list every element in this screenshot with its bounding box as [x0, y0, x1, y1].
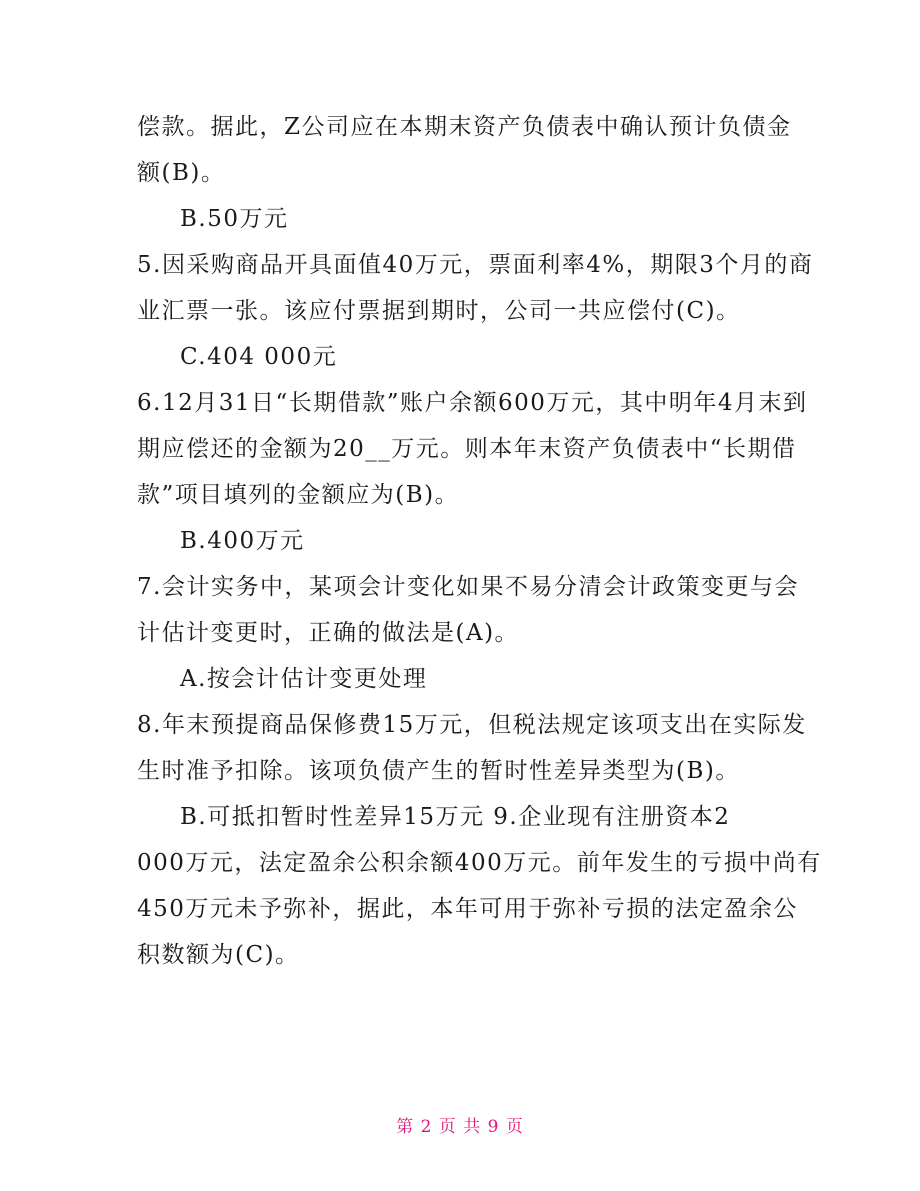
question-8-line-1: 8.年末预提商品保修费15万元，但税法规定该项支出在实际发	[137, 712, 807, 738]
question-6-line-1: 6.12月31日“长期借款”账户余额600万元，其中明年4月末到	[137, 390, 808, 416]
question-5-line-1: 5.因采购商品开具面值40万元，票面利率4%，期限3个月的商	[137, 252, 814, 278]
question-7-line-1: 7.会计实务中，某项会计变化如果不易分清会计政策变更与会	[137, 574, 799, 600]
text-line-2: 额(B)。	[137, 160, 226, 186]
question-5-line-2: 业汇票一张。该应付票据到期时，公司一共应偿付(C)。	[137, 298, 741, 324]
question-9-line-3: 450万元未予弥补，据此，本年可用于弥补亏损的法定盈余公	[137, 896, 798, 922]
answer-5: C.404 000元	[180, 344, 338, 370]
page-number: 第 2 页 共 9 页	[396, 1117, 524, 1137]
answer-6: B.400万元	[180, 528, 305, 554]
question-8-line-2: 生时准予扣除。该项负债产生的暂时性差异类型为(B)。	[137, 758, 740, 784]
answer-line-1: B.50万元	[180, 206, 289, 232]
question-7-line-2: 计估计变更时，正确的做法是(A)。	[137, 620, 520, 646]
question-9-line-2: 000万元，法定盈余公积余额400万元。前年发生的亏损中尚有	[137, 850, 822, 876]
answer-8-question-9-line-1: B.可抵扣暂时性差异15万元 9.企业现有注册资本2	[180, 804, 731, 830]
question-9-line-4: 积数额为(C)。	[137, 942, 300, 968]
text-line-1: 偿款。据此，Z公司应在本期末资产负债表中确认预计负债金	[137, 114, 792, 140]
answer-7: A.按会计估计变更处理	[180, 666, 428, 692]
question-6-line-2: 期应偿还的金额为20__万元。则本年末资产负债表中“长期借	[137, 436, 797, 462]
question-6-line-3: 款”项目填列的金额应为(B)。	[137, 482, 460, 508]
